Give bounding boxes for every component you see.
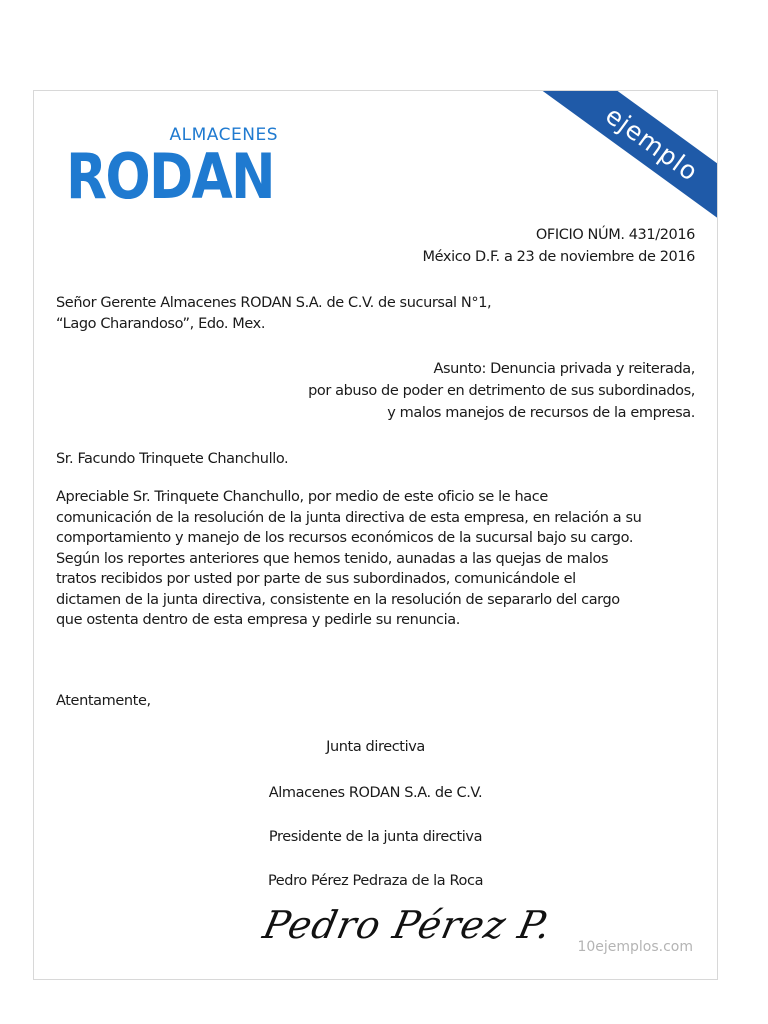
- body-line: Según los reportes anteriores que hemos tenido, aunadas a las quejas de malos: [56, 550, 609, 567]
- sign-block-line-2: Almacenes RODAN S.A. de C.V.: [268, 785, 483, 801]
- company-logo: [66, 125, 296, 213]
- sign-block-line-3: Presidente de la junta directiva: [268, 829, 483, 845]
- body-line: comportamiento y manejo de los recursos económicos de la sucursal bajo su cargo.: [56, 530, 634, 546]
- watermark-ribbon: [539, 90, 718, 229]
- addressee: Sr. Facundo Trinquete Chanchullo.: [56, 451, 289, 467]
- watermark-text: ejemplo: [600, 100, 705, 187]
- body-line: dictamen de la junta directiva, consistente en la resolución de separarlo del cargo: [56, 591, 620, 608]
- footer-site: 10ejemplos.com: [577, 939, 693, 955]
- logo-subtitle: ALMACENES: [169, 125, 278, 145]
- body-line: tratos recibidos por usted por parte de sus subordinados, comunicándole el: [56, 571, 576, 587]
- logo-title: RODAN: [66, 140, 274, 213]
- sign-block-line-4: Pedro Pérez Pedraza de la Roca: [267, 873, 484, 889]
- sign-block-line-1: Junta directiva: [326, 739, 425, 755]
- closing: Atentamente,: [56, 693, 151, 709]
- body-paragraph: [56, 487, 696, 631]
- body-line: comunicación de la resolución de la junta directiva de esta empresa, en relación a su: [56, 509, 642, 526]
- letter-page: [33, 90, 718, 980]
- oficio-number: OFICIO NÚM. 431/2016: [535, 227, 695, 243]
- body-line: que ostenta dentro de esta empresa y pedirle su renuncia.: [56, 612, 460, 628]
- recipient-line-1: Señor Gerente Almacenes RODAN S.A. de C.V. de sucursal N°1,: [56, 295, 492, 311]
- recipient-line-2: “Lago Charandoso”, Edo. Mex.: [56, 316, 266, 332]
- subject-line-3: y malos manejos de recursos de la empresa.: [387, 405, 695, 421]
- place-date: México D.F. a 23 de noviembre de 2016: [422, 249, 695, 265]
- subject-line-1: Asunto: Denuncia privada y reiterada,: [433, 361, 695, 377]
- subject-line-2: por abuso de poder en detrimento de sus subordinados,: [308, 383, 695, 399]
- handwritten-signature: Pedro Pérez P.: [259, 903, 556, 947]
- body-line: Apreciable Sr. Trinquete Chanchullo, por medio de este oficio se le hace: [56, 489, 548, 505]
